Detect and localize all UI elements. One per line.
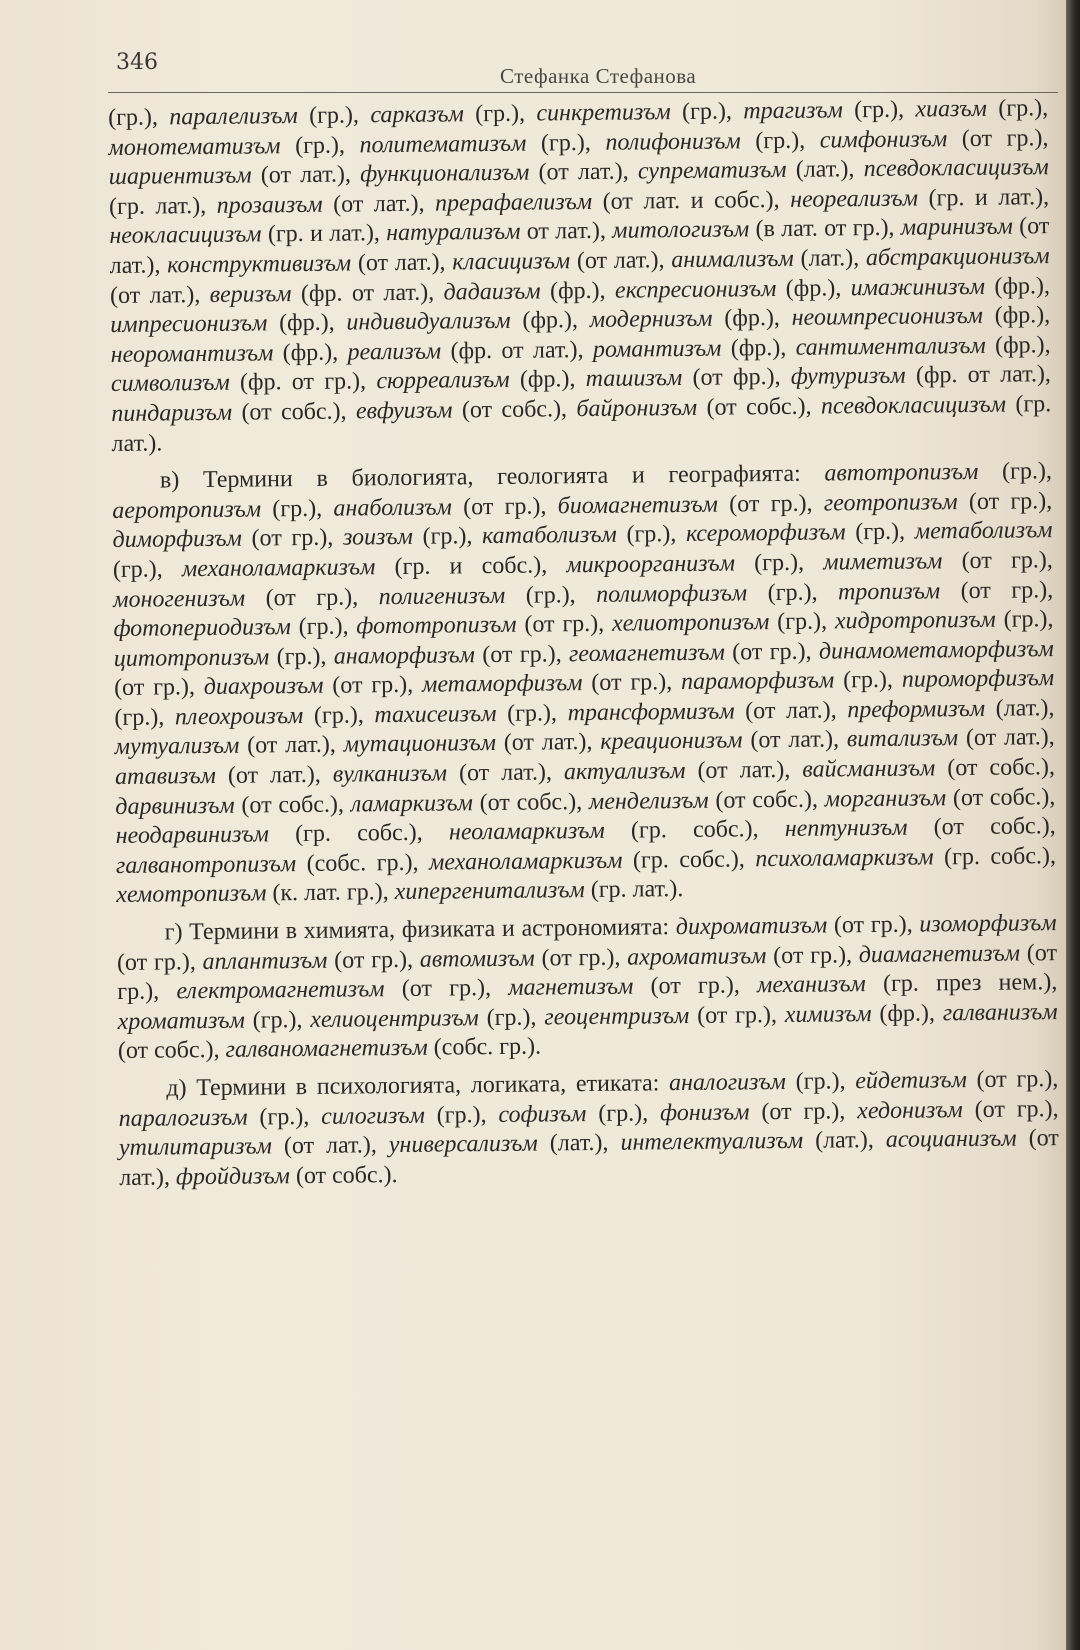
term-word: утилитаризъм	[118, 1133, 272, 1162]
origin-note: (от гр.),	[827, 911, 920, 939]
term-word: трансформизъм	[567, 698, 735, 727]
origin-note: (гр.),	[260, 495, 334, 523]
origin-note: (от лат.),	[109, 281, 210, 309]
term-word: менделизъм	[588, 787, 709, 815]
origin-note: (от гр.),	[947, 124, 1049, 152]
origin-note: (от лат.),	[495, 729, 601, 757]
term-word: плеохроизъм	[174, 702, 304, 731]
term-word: импресионизъм	[110, 310, 268, 339]
origin-note: (от лат.),	[119, 1125, 1059, 1191]
origin-note: (от лат.),	[685, 756, 803, 785]
origin-note: (от собс.),	[472, 788, 590, 816]
term-word: прерафаелизъм	[434, 188, 593, 217]
term-word: конструктивизъм	[166, 250, 352, 279]
origin-note: (лат.),	[786, 156, 864, 184]
origin-note: (от гр.),	[474, 640, 570, 668]
term-word: мутуализъм	[114, 733, 240, 761]
term-word: хиазъм	[915, 95, 988, 123]
term-word: класицизъм	[452, 248, 571, 276]
origin-note: (гр. собс.),	[268, 819, 450, 848]
term-word: неодарвинизъм	[115, 821, 270, 850]
origin-note: (от лат.),	[215, 761, 333, 789]
origin-note: (гр. и собс.),	[375, 552, 567, 581]
term-word: вулканизъм	[332, 760, 448, 788]
origin-note: (гр.),	[424, 1101, 499, 1129]
term-word: хипергенитализъм	[394, 877, 585, 906]
origin-note: (от собс.),	[452, 396, 577, 424]
origin-note: (от гр.),	[113, 674, 204, 702]
term-word: креационизъм	[600, 727, 743, 756]
origin-note: (от лат.),	[570, 247, 672, 275]
term-word: фонизъм	[659, 1098, 750, 1126]
term-word: фотопериодизъм	[113, 614, 291, 643]
term-word: нептунизъм	[784, 814, 908, 843]
term-word: електромагнетизъм	[176, 976, 385, 1005]
origin-note: (от гр.),	[245, 583, 379, 612]
origin-note: (гр.),	[496, 700, 568, 727]
origin-note: (гр. собс.),	[622, 846, 756, 874]
term-word: симфонизъм	[819, 125, 948, 154]
text-paragraph	[117, 909, 1058, 1067]
term-word: галваномагнетизъм	[225, 1035, 428, 1064]
origin-note: (от лат.),	[958, 724, 1055, 752]
section-lead: д) Термини в психологията, логиката, етиката:	[166, 1070, 670, 1102]
origin-note: (от гр.),	[717, 490, 824, 518]
term-word: паралелизъм	[169, 103, 298, 131]
term-word: актуализъм	[563, 758, 686, 786]
term-word: експресионизъм	[614, 275, 777, 304]
origin-note: (от гр.),	[117, 939, 1058, 1006]
term-word: асоцианизъм	[885, 1125, 1017, 1154]
origin-note: (собс. гр.),	[295, 849, 430, 877]
term-word: тахисеизъм	[374, 700, 497, 729]
origin-note: (от гр.),	[962, 1095, 1059, 1123]
origin-note: (от собс.),	[117, 1037, 226, 1065]
term-word: индивидуализъм	[346, 307, 511, 336]
origin-note: от лат.),	[520, 218, 613, 246]
term-word: софизъм	[498, 1100, 587, 1128]
text-paragraph	[118, 1065, 1059, 1193]
term-word: ламаркизъм	[350, 789, 473, 818]
term-word: маринизъм	[900, 213, 1013, 242]
term-word: трагизъм	[743, 97, 843, 125]
origin-note: (к. лат. гр.),	[266, 879, 395, 907]
term-word: силогизъм	[321, 1102, 425, 1130]
term-word: зоизъм	[342, 524, 414, 551]
origin-note: (от гр.),	[689, 1001, 785, 1029]
origin-note: (от лат.),	[251, 161, 361, 189]
origin-note: (гр.),	[785, 1068, 856, 1095]
term-word: полифонизъм	[605, 127, 741, 156]
origin-note: (от собс.).	[289, 1161, 398, 1189]
term-word: катаболизъм	[481, 522, 617, 550]
origin-note: (от гр.),	[582, 669, 682, 697]
term-word: хроматизъм	[117, 1007, 245, 1035]
origin-note: (от лат.),	[529, 158, 639, 186]
term-word: псевдокласицизъм	[863, 154, 1049, 183]
term-word: хидротропизъм	[834, 606, 996, 635]
origin-note: (от фр.),	[682, 364, 791, 392]
origin-note: (гр.),	[112, 556, 183, 583]
term-word: полигенизъм	[378, 582, 506, 610]
term-word: веризъм	[209, 280, 292, 308]
header-rule	[108, 92, 1058, 93]
origin-note: (фр. от лат.),	[291, 279, 444, 307]
term-word: ейдетизъм	[855, 1067, 967, 1095]
origin-note: (гр.),	[670, 98, 744, 126]
origin-note: (гр. и лат.),	[261, 220, 387, 248]
term-word: геотропизъм	[823, 488, 958, 517]
origin-note: (гр.),	[834, 667, 902, 694]
origin-note: (от лат. и собс.),	[591, 186, 791, 215]
term-word: неореализъм	[789, 185, 919, 213]
term-word: галванотропизъм	[115, 850, 297, 879]
origin-note: (гр. и лат.),	[917, 183, 1050, 212]
term-word: мутационизъм	[343, 730, 497, 759]
term-word: монотематизъм	[108, 132, 281, 161]
term-word: тропизъм	[837, 577, 941, 605]
term-word: ксероморфизъм	[685, 519, 846, 548]
term-word: автотропизъм	[824, 459, 979, 487]
text-paragraph	[112, 457, 1057, 911]
term-word: галванизъм	[942, 998, 1058, 1027]
term-word: натурализъм	[386, 219, 521, 247]
term-word: химизъм	[784, 1000, 872, 1028]
term-word: аналогизъм	[668, 1068, 787, 1097]
origin-note: (от гр.),	[451, 493, 558, 521]
term-word: дихроматизъм	[675, 912, 828, 941]
origin-note: (от собс.),	[708, 786, 825, 814]
origin-note: (от гр.),	[534, 944, 628, 972]
term-word: механизъм	[756, 971, 866, 999]
text-paragraph	[108, 94, 1052, 459]
origin-note: (от гр.),	[116, 948, 203, 976]
term-word: дарвинизъм	[115, 792, 235, 820]
origin-note: (фр.),	[984, 272, 1051, 300]
term-word: сарказъм	[370, 101, 464, 129]
term-word: псевдокласицизъм	[820, 391, 1007, 420]
term-word: имажинизъм	[850, 273, 986, 301]
term-word: метаморфизъм	[421, 670, 583, 699]
term-word: ташизъм	[585, 365, 683, 393]
origin-note: (гр.),	[740, 127, 820, 154]
origin-note: (фр.),	[712, 305, 792, 332]
origin-note: (фр.),	[267, 309, 347, 337]
term-word: символизъм	[110, 370, 230, 398]
origin-note: (гр.),	[412, 523, 483, 551]
origin-note: (гр. собс.),	[933, 842, 1057, 871]
term-word: футуризъм	[790, 363, 906, 391]
term-word: пироморфизъм	[901, 665, 1055, 693]
origin-note: (фр.),	[985, 331, 1051, 359]
section-lead: г) Термини в химията, физиката и астрономията:	[164, 914, 676, 946]
term-word: неоромантизъм	[110, 340, 274, 368]
origin-note: (гр.),	[297, 102, 371, 130]
term-word: абстракционизъм	[865, 243, 1050, 272]
origin-note: (от лат.),	[446, 759, 565, 787]
origin-note: (фр.),	[540, 277, 616, 305]
term-word: диамагнетизъм	[858, 940, 1021, 968]
term-word: анаболизъм	[333, 494, 452, 522]
term-word: романтизъм	[592, 335, 722, 363]
term-word: фототропизъм	[356, 611, 517, 640]
term-word: морганизъм	[824, 784, 947, 813]
origin-note: (гр. лат.).	[111, 391, 1052, 457]
origin-note: (гр.),	[280, 131, 360, 159]
origin-note: (лат.),	[802, 1127, 886, 1154]
term-word: анаморфизъм	[333, 641, 476, 670]
origin-note: (от гр.),	[940, 576, 1054, 604]
term-word: модернизъм	[589, 305, 713, 334]
term-word: биомагнетизъм	[557, 491, 719, 520]
origin-note: (от лат.),	[322, 190, 436, 218]
term-word: неоимпресионизъм	[791, 303, 984, 332]
term-word: диахроизъм	[203, 673, 324, 701]
origin-note: (от гр.),	[516, 610, 613, 638]
origin-note: (гр.),	[244, 1006, 311, 1034]
origin-note: (фр.),	[871, 1000, 943, 1027]
origin-note: (гр. лат.).	[584, 876, 684, 904]
origin-note: (от гр.),	[766, 941, 859, 969]
term-word: евфуизъм	[355, 397, 453, 425]
term-word: шариентизъм	[108, 162, 252, 191]
origin-note: (гр.),	[303, 702, 375, 729]
origin-note: (от лат.),	[351, 249, 453, 277]
origin-note: (гр.),	[247, 1103, 322, 1131]
origin-note: (от лат.),	[239, 732, 344, 760]
term-word: цитотропизъм	[113, 644, 270, 672]
origin-note: (собс. гр.).	[427, 1033, 542, 1062]
origin-note: (гр.),	[586, 1099, 661, 1127]
term-word: витализъм	[846, 725, 959, 753]
origin-note: (от гр.),	[384, 975, 509, 1003]
origin-note: (от гр.),	[942, 547, 1053, 575]
origin-note: (гр.),	[616, 521, 687, 549]
origin-note: (от собс.),	[907, 813, 1056, 841]
origin-note: (гр.),	[505, 581, 597, 609]
origin-note: (от гр.),	[323, 672, 423, 700]
origin-note: (гр.),	[114, 704, 176, 731]
term-word: геомагнетизъм	[568, 639, 725, 667]
origin-note: (гр.),	[769, 608, 836, 636]
origin-note: (от собс.),	[234, 791, 351, 819]
origin-note: (от собс.),	[697, 393, 822, 421]
term-word: параморфизъм	[680, 667, 835, 696]
term-word: неокласицизъм	[109, 221, 262, 250]
term-word: изоморфизъм	[919, 910, 1057, 938]
term-word: реализъм	[347, 338, 442, 366]
origin-note: (гр. лат.),	[108, 192, 217, 220]
term-word: динамометаморфизъм	[818, 635, 1054, 665]
term-word: политематизъм	[359, 130, 527, 158]
origin-note: (фр.),	[510, 307, 590, 334]
origin-note: (в лат. от гр.),	[749, 215, 901, 243]
origin-note: (гр.),	[747, 578, 839, 606]
term-word: хемотропизъм	[116, 880, 267, 909]
origin-note: (от собс.),	[231, 398, 357, 426]
term-word: метаболизъм	[914, 517, 1053, 545]
term-word: хедонизъм	[857, 1096, 963, 1124]
term-word: преформизъм	[847, 695, 986, 724]
origin-note: (фр. от гр.),	[229, 368, 377, 397]
term-word: диморфизъм	[112, 525, 243, 554]
origin-note: (фр.),	[509, 366, 586, 394]
term-word: паралогизъм	[118, 1104, 248, 1132]
term-word: интелектуализъм	[620, 1127, 804, 1156]
book-spine-shadow	[1066, 0, 1080, 1650]
origin-note: (от гр.),	[327, 946, 420, 974]
term-word: атавизъм	[114, 762, 217, 791]
origin-note: (гр.),	[734, 549, 824, 577]
origin-note: (от гр.),	[966, 1066, 1059, 1094]
origin-note: (от лат.),	[271, 1132, 389, 1160]
term-word: психоламаркизъм	[755, 844, 934, 873]
origin-note: (гр.),	[478, 1004, 545, 1031]
running-head-author: Стефанка Стефанова	[500, 64, 697, 88]
origin-note: (гр.),	[978, 458, 1053, 486]
body-text	[108, 94, 1064, 1624]
origin-note: (от лат.),	[742, 726, 847, 754]
origin-note: (гр.),	[842, 96, 916, 124]
origin-note: (фр.),	[273, 339, 348, 367]
origin-note: (гр.),	[269, 643, 334, 671]
term-word: полиморфизъм	[595, 579, 748, 608]
term-word: сантиментализъм	[795, 332, 986, 361]
term-word: прозаизъм	[216, 191, 323, 219]
term-word: функционализъм	[359, 159, 530, 188]
page-number: 346	[116, 50, 158, 75]
term-word: митологизъм	[612, 216, 750, 245]
origin-note: (гр.),	[845, 518, 915, 546]
origin-note: (фр. от лат.),	[905, 361, 1052, 390]
term-word: супрематизъм	[637, 157, 787, 185]
term-word: неоламаркизъм	[448, 818, 605, 846]
origin-note: (от собс.),	[935, 754, 1056, 782]
origin-note: (от гр.),	[633, 972, 758, 1000]
origin-note: (лат.),	[537, 1129, 621, 1157]
origin-note: (лат.),	[984, 694, 1055, 722]
running-head	[108, 48, 1058, 92]
term-word: микроорганизъм	[566, 550, 736, 579]
origin-note: (лат.),	[793, 245, 867, 272]
origin-note: (гр.),	[526, 129, 606, 157]
term-word: вайсманизъм	[802, 755, 936, 783]
term-word: магнетизъм	[508, 973, 634, 1002]
term-word: хелиотропизъм	[611, 609, 770, 637]
origin-note: (от гр.),	[749, 1097, 858, 1125]
origin-note: (от гр.),	[957, 487, 1053, 515]
term-word: байронизъм	[576, 394, 698, 423]
origin-note: (гр.),	[463, 100, 537, 128]
origin-note: (гр.),	[986, 95, 1049, 122]
term-word: автомизъм	[419, 945, 535, 973]
origin-note: (от лат.),	[734, 697, 848, 725]
origin-note: (гр. през нем.),	[865, 969, 1058, 998]
term-word: фройдизъм	[175, 1162, 291, 1191]
term-word: аплантизъм	[202, 947, 328, 975]
term-word: механоламаркизъм	[428, 847, 623, 876]
term-word: механоламаркизъм	[181, 554, 376, 583]
origin-note: (фр. от лат.),	[441, 336, 594, 365]
origin-note: (от гр.),	[241, 524, 344, 552]
term-word: хелиоцентризъм	[310, 1004, 479, 1033]
term-word: синкретизъм	[536, 99, 671, 127]
origin-note: (гр. собс.),	[604, 816, 785, 845]
term-word: анимализъм	[671, 245, 794, 274]
term-word: миметизъм	[823, 548, 943, 576]
term-word: геоцентризъм	[544, 1002, 690, 1031]
term-word: универсализъм	[388, 1130, 538, 1159]
term-word: моногенизъм	[113, 585, 246, 613]
section-lead: в) Термини в биологията, геологията и географията:	[159, 460, 825, 494]
term-word: сюрреализъм	[376, 367, 510, 395]
origin-note: (от лат.),	[109, 213, 1050, 279]
origin-note: (гр.),	[290, 613, 357, 641]
term-word: дадаизъм	[443, 278, 541, 306]
term-word: пиндаризъм	[111, 399, 233, 427]
origin-note: (гр.),	[108, 104, 170, 131]
origin-note: (от собс.),	[945, 783, 1056, 811]
origin-note: (фр.),	[776, 274, 851, 302]
term-word: аеротропизъм	[112, 496, 262, 524]
term-word: ахроматизъм	[627, 942, 767, 971]
origin-note: (от гр.),	[724, 638, 820, 666]
origin-note: (гр.),	[995, 606, 1054, 633]
origin-note: (фр.),	[721, 334, 796, 362]
origin-note: (фр.),	[982, 302, 1051, 330]
